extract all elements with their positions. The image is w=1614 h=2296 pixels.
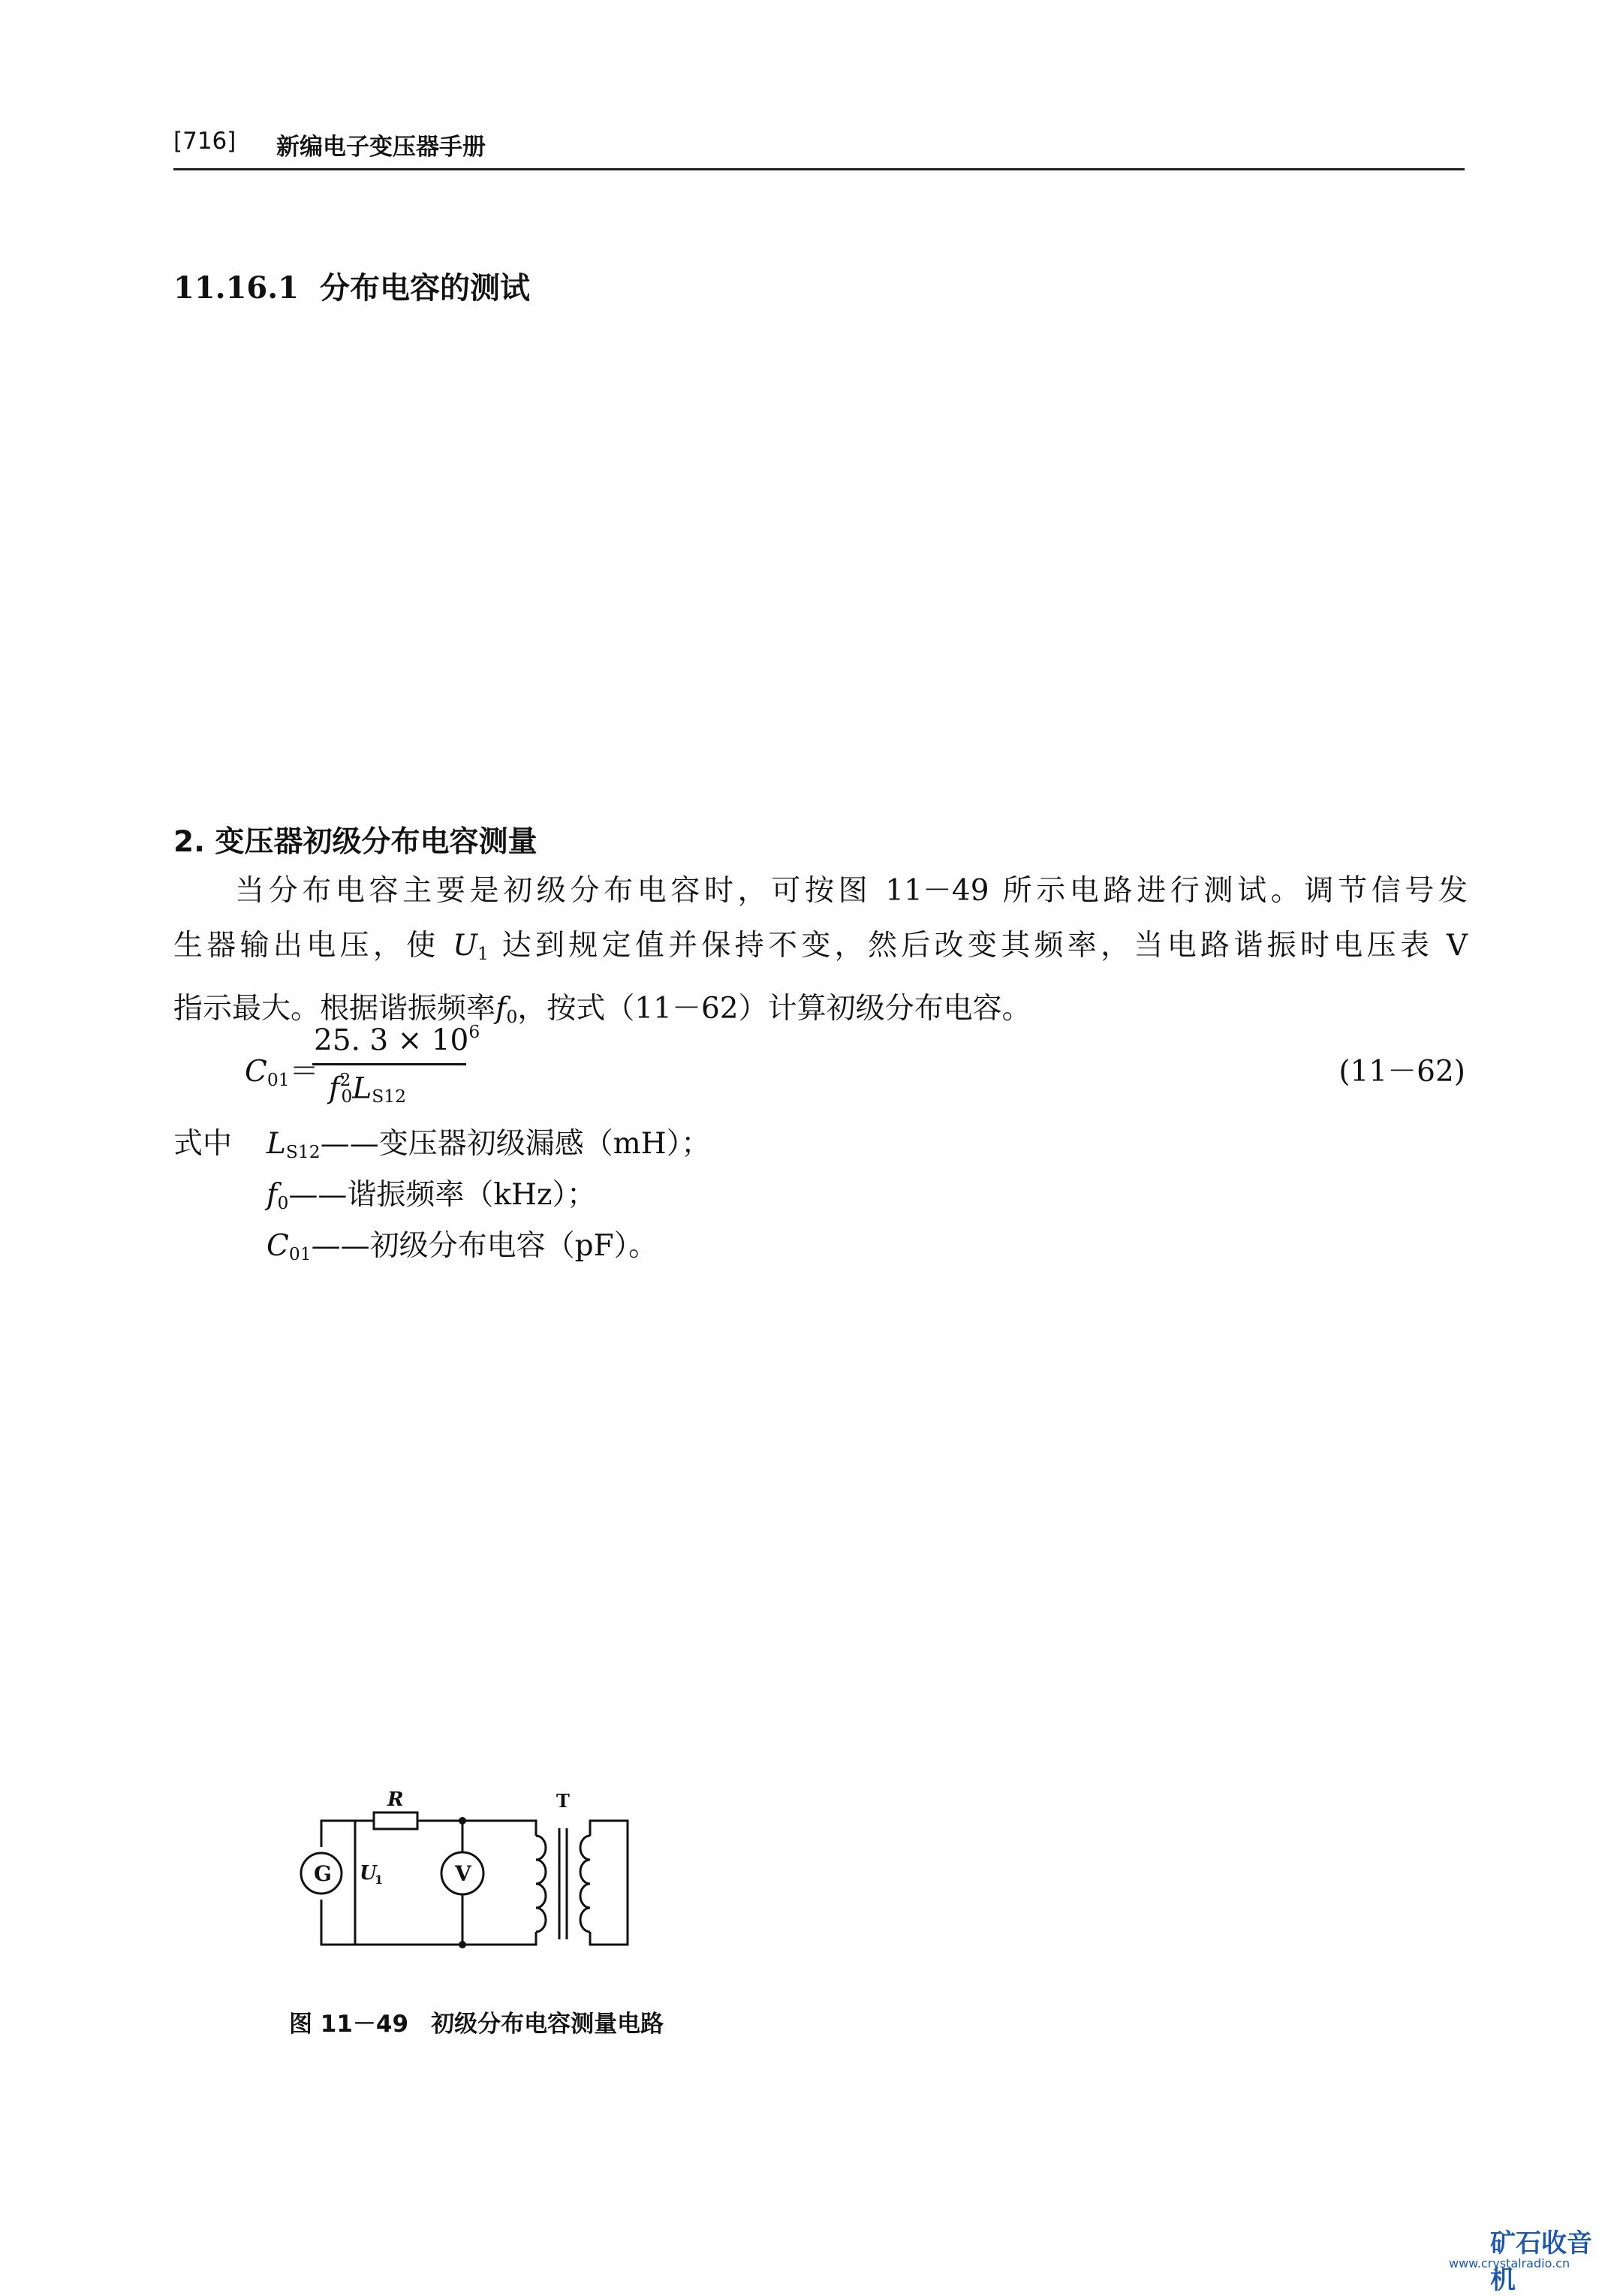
resistor-symbol — [374, 1812, 417, 1829]
where-item — [266, 1170, 596, 1228]
watermark-url: www.crystalradio.cn — [1449, 2256, 1570, 2270]
equation-number: (11－62) — [1338, 1055, 1465, 1089]
formula-equals: ＝ — [289, 1055, 319, 1089]
formula-denominator — [329, 1069, 406, 1107]
caption-number: 图 11－49 — [289, 2011, 409, 2038]
junction-dot — [459, 1817, 466, 1824]
paragraph-line-2-end: 达到规定值并保持不变，然后改变其频率，当电路谐振时电压表 V — [488, 929, 1468, 963]
formula-den-l-sub: S12 — [372, 1086, 407, 1107]
paragraph-line-1 — [173, 863, 1468, 918]
symbol-f: f — [495, 991, 507, 1026]
formula-numerator-exp: 6 — [468, 1021, 480, 1042]
transformer-label: T — [556, 1791, 570, 1812]
book-title: 新编电子变压器手册 — [276, 134, 486, 161]
watermark-logo-text: 矿石收音机 — [1490, 2228, 1592, 2295]
symbol-f-sub: 0 — [506, 1005, 518, 1027]
formula-den-f: f — [329, 1071, 340, 1106]
where-item-symbol: L — [266, 1127, 286, 1161]
formula-lhs — [245, 1048, 319, 1090]
where-item-desc: ——变压器初级漏感（mH）； — [320, 1127, 711, 1161]
figure-caption — [289, 2005, 664, 2038]
paragraph-line-3-start: 指示最大。根据谐振频率 — [173, 991, 496, 1026]
circuit-diagram — [285, 1791, 676, 1975]
where-item-symbol: C — [266, 1229, 289, 1263]
formula-den-f-sub: 0 — [341, 1086, 353, 1107]
where-item-sub: S12 — [285, 1140, 321, 1162]
junction-dot — [459, 1941, 466, 1948]
paragraph-line-1-text: 当分布电容主要是初级分布电容时，可按图 11－49 所示电路进行测试。调节信号发 — [235, 874, 1468, 908]
symbol-u-sub: 1 — [477, 942, 489, 964]
formula-numerator-base: 25. 3 × 10 — [314, 1023, 469, 1058]
where-item — [266, 1119, 710, 1177]
where-item-sub: 0 — [277, 1192, 289, 1213]
top-wire — [321, 1821, 374, 1847]
bottom-wire — [321, 1900, 536, 1945]
body-paragraph — [173, 863, 1468, 1044]
where-item — [266, 1221, 658, 1279]
formula-lhs-sub: 01 — [266, 1068, 290, 1090]
where-item-symbol: f — [266, 1178, 278, 1212]
voltmeter-label: V — [455, 1861, 471, 1886]
secondary-coil — [580, 1836, 590, 1932]
formula-11-62 — [245, 1021, 620, 1111]
symbol-u: U — [453, 929, 478, 963]
page-number: [716] — [173, 128, 236, 155]
paragraph-line-2-start: 生器输出电压，使 — [173, 929, 453, 963]
voltage-label: U — [360, 1862, 377, 1885]
formula-lhs-symbol: C — [245, 1055, 267, 1089]
section-title: 分布电容的测试 — [320, 270, 531, 306]
top-wire-right — [417, 1821, 536, 1836]
formula-den-exp: 2 — [339, 1069, 351, 1090]
formula-numerator — [314, 1021, 480, 1057]
subsection-heading: 2. 变压器初级分布电容测量 — [173, 825, 537, 859]
fraction-bar — [312, 1063, 466, 1065]
paragraph-line-2 — [173, 918, 1468, 981]
secondary-wire — [590, 1821, 628, 1945]
caption-text: 初级分布电容测量电路 — [431, 2011, 664, 2038]
primary-coil — [536, 1836, 546, 1932]
where-item-sub: 01 — [288, 1243, 312, 1264]
header-rule — [173, 168, 1465, 170]
section-number: 11.16.1 — [173, 270, 300, 306]
formula-den-l: L — [352, 1071, 372, 1106]
where-label: 式中 — [173, 1127, 233, 1161]
generator-label: G — [314, 1861, 332, 1886]
resistor-label: R — [387, 1791, 404, 1811]
where-item-desc: ——初级分布电容（pF）。 — [311, 1229, 658, 1263]
where-item-desc: ——谐振频率（kHz）； — [288, 1178, 597, 1212]
section-heading — [173, 264, 530, 307]
voltage-sub-label: 1 — [375, 1873, 384, 1887]
paragraph-line-3-end: ，按式（11－62）计算初级分布电容。 — [517, 991, 1031, 1026]
